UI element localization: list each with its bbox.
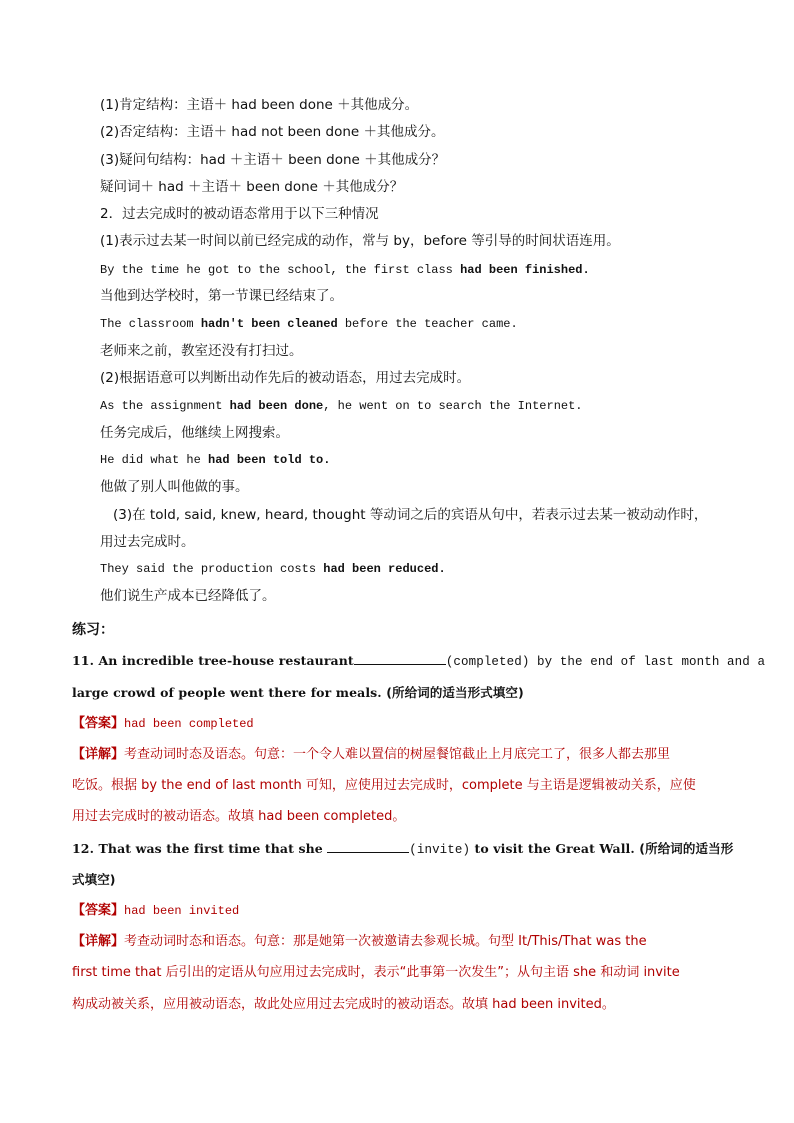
usage-2: (2)根据语意可以判断出动作先后的被动语态，用过去完成时。 (100, 370, 471, 386)
detail-11-line2: 吃饭。根据 by the end of last month 可知，应使用过去完成时，complete 与主语是逻辑被动关系，应使 (72, 778, 696, 793)
example-1-en: By the time he got to the school, the first class had been finished. (100, 263, 590, 277)
example-4-cn: 他做了别人叫他做的事。 (100, 479, 249, 495)
answer-blank-12[interactable] (327, 840, 409, 853)
example-4-en: He did what he had been told to. (100, 453, 331, 467)
question-11-line2: large crowd of people went there for meals. (所给词的适当形式填空) (72, 685, 524, 700)
question-12-line1: 12. That was the first time that she (invite) to visit the Great Wall. (所给词的适当形 (72, 841, 734, 857)
usage-3-cont: 用过去完成时。 (100, 534, 195, 550)
usage-3: (3)在 told, said, knew, heard, thought 等动词之后的宾语从句中，若表示过去某一被动动作时， (113, 507, 708, 523)
answer-11: 【答案】had been completed (72, 716, 254, 731)
detail-11-line3: 用过去完成时的被动语态。故填 had been completed。 (72, 809, 406, 824)
example-2-cn: 老师来之前，教室还没有打扫过。 (100, 343, 303, 359)
example-3-cn: 任务完成后，他继续上网搜索。 (100, 425, 289, 441)
rule-affirmative: (1)肯定结构：主语＋ had been done ＋其他成分。 (100, 97, 419, 113)
example-2-en: The classroom hadn't been cleaned before the teacher came. (100, 317, 518, 331)
detail-12-line2: first time that 后引出的定语从句应用过去完成时，表示“此事第一次发生”；从句主语 she 和动词 invite (72, 965, 680, 980)
rule-negative: (2)否定结构：主语＋ had not been done ＋其他成分。 (100, 124, 445, 140)
section-heading-usage: 2．过去完成时的被动语态常用于以下三种情况 (100, 206, 379, 222)
rule-wh-question: 疑问词＋ had ＋主语＋ been done ＋其他成分？ (100, 179, 404, 195)
detail-12-line3: 构成动被关系，应用被动语态，故此处应用过去完成时的被动语态。故填 had been invited。 (72, 997, 615, 1012)
rule-question: (3)疑问句结构：had ＋主语＋ been done ＋其他成分？ (100, 152, 446, 168)
detail-11-line1: 【详解】考查动词时态及语态。句意：一个令人难以置信的树屋餐馆截止上月底完工了，很多人都去那里 (72, 747, 671, 762)
example-5-cn: 他们说生产成本已经降低了。 (100, 588, 276, 604)
example-3-en: As the assignment had been done, he went on to search the Internet. (100, 399, 583, 413)
question-12-line2: 式填空) (72, 872, 116, 887)
detail-12-line1: 【详解】考查动词时态和语态。句意：那是她第一次被邀请去参观长城。句型 It/This/That was the (72, 934, 647, 949)
example-5-en: They said the production costs had been reduced. (100, 562, 446, 576)
usage-1: (1)表示过去某一时间以前已经完成的动作，常与 by，before 等引导的时间状语连用。 (100, 233, 620, 249)
example-1-cn: 当他到达学校时，第一节课已经结束了。 (100, 288, 343, 304)
answer-12: 【答案】had been invited (72, 903, 240, 918)
answer-blank-11[interactable] (354, 652, 446, 665)
practice-heading: 练习： (72, 622, 114, 638)
question-11-line1: 11. An incredible tree-house restaurant (completed) by the end of last month and a (72, 653, 766, 669)
